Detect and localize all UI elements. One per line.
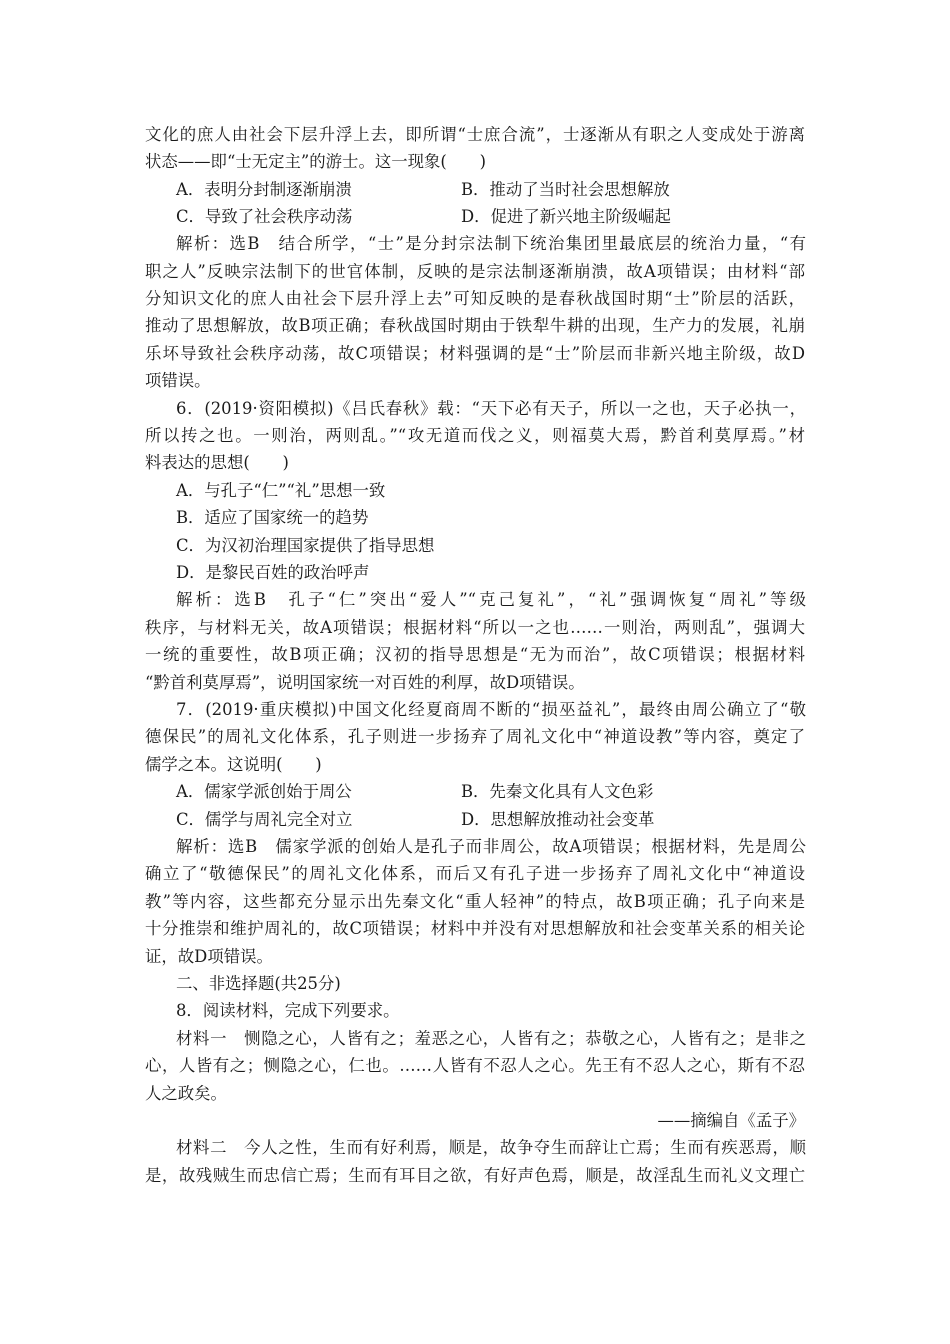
- q7-analysis-line: 教”等内容，这些都充分显示出先秦文化“重人轻神”的特点，故B项正确；孔子向来是: [145, 892, 805, 911]
- q6-stem-line: 所以抟之也。一则治，两则乱。”“攻无道而伐之义，则福莫大焉，黔首利莫厚焉。”材: [145, 426, 805, 445]
- q5-option-d: D．促进了新兴地主阶级崛起: [461, 207, 671, 226]
- q7-option-a: A．儒家学派创始于周公: [176, 782, 352, 801]
- q6-option-b: B．适应了国家统一的趋势: [176, 508, 369, 527]
- q5-analysis-line: 分知识文化的庶人由社会下层升浮上去”可知反映的是春秋战国时期“士”阶层的活跃，: [145, 289, 805, 308]
- q8-material1-line: 心，人皆有之；恻隐之心，仁也。……人皆有不忍人之心。先王有不忍人之心，斯有不忍: [145, 1056, 805, 1075]
- q5-analysis-line: 职之人”反映宗法制下的世官体制，反映的是宗法制逐渐崩溃，故A项错误；由材料“部: [145, 262, 805, 281]
- q6-option-a: A．与孔子“仁”“礼”思想一致: [176, 481, 386, 500]
- q7-option-d: D．思想解放推动社会变革: [461, 810, 655, 829]
- q6-analysis-line: 一统的重要性，故B项正确；汉初的指导思想是“无为而治”，故C项错误；根据材料: [145, 645, 805, 664]
- q6-option-d: D．是黎民百姓的政治呼声: [176, 563, 370, 582]
- q6-analysis-line: 秩序，与材料无关，故A项错误；根据材料“所以一之也……一则治，两则乱”，强调大: [145, 618, 805, 637]
- q6-option-c: C．为汉初治理国家提供了指导思想: [176, 536, 435, 555]
- q5-option-c: C．导致了社会秩序动荡: [176, 207, 353, 226]
- q6-analysis-line: 解析：选B 孔子“仁”突出“爱人”“克己复礼”，“礼”强调恢复“周礼”等级: [176, 590, 806, 609]
- q7-stem-line: 7．(2019·重庆模拟)中国文化经夏商周不断的“损巫益礼”，最终由周公确立了“敬: [176, 700, 806, 719]
- q8-material2-line: 是，故残贼生而忠信亡焉；生而有耳目之欲，有好声色焉，顺是，故淫乱生而礼义文理亡: [145, 1166, 805, 1185]
- q5-analysis-line: 乐坏导致社会秩序动荡，故C项错误；材料强调的是“士”阶层而非新兴地主阶级，故D: [145, 344, 805, 363]
- q7-analysis-line: 证，故D项错误。: [145, 947, 273, 966]
- q7-analysis-line: 十分推崇和维护周礼的，故C项错误；材料中并没有对思想解放和社会变革关系的相关论: [145, 919, 805, 938]
- q5-analysis-line: 解析：选B 结合所学，“士”是分封宗法制下统治集团里最底层的统治力量，“有: [176, 234, 806, 253]
- q7-option-b: B．先秦文化具有人文色彩: [461, 782, 654, 801]
- q5-option-b: B．推动了当时社会思想解放: [461, 180, 670, 199]
- q5-analysis-line: 项错误。: [145, 371, 211, 390]
- q8-material1-line: 人之政矣。: [145, 1084, 227, 1103]
- section-heading: 二、非选择题(共25分): [176, 974, 341, 993]
- q7-stem-line: 德保民”的周礼文化体系，孔子则进一步扬弃了周礼文化中“神道设教”等内容，奠定了: [145, 727, 805, 746]
- q5-analysis-line: 推动了思想解放，故B项正确；春秋战国时期由于铁犁牛耕的出现，生产力的发展，礼崩: [145, 316, 805, 335]
- q5-stem-line: 状态——即“士无定主”的游士。这一现象( ): [145, 152, 486, 171]
- q7-analysis-line: 确立了“敬德保民”的周礼文化体系，而后又有孔子进一步扬弃了周礼文化中“神道设: [145, 864, 805, 883]
- q7-stem-line: 儒学之本。这说明( ): [145, 755, 322, 774]
- q6-analysis-line: “黔首利莫厚焉”，说明国家统一对百姓的利厚，故D项错误。: [145, 673, 585, 692]
- q7-option-c: C．儒学与周礼完全对立: [176, 810, 353, 829]
- q8-source1: ——摘编自《孟子》: [657, 1111, 805, 1130]
- q8-material1-line: 材料一 恻隐之心，人皆有之；羞恶之心，人皆有之；恭敬之心，人皆有之；是非之: [176, 1029, 806, 1048]
- q6-stem-line: 料表达的思想( ): [145, 453, 289, 472]
- q6-stem-line: 6．(2019·资阳模拟)《吕氏春秋》载：“天下必有天子，所以一之也，天子必执一，: [176, 399, 806, 418]
- q5-stem-line: 文化的庶人由社会下层升浮上去，即所谓“士庶合流”，士逐渐从有职之人变成处于游离: [145, 125, 805, 144]
- q5-option-a: A．表明分封制逐渐崩溃: [176, 180, 352, 199]
- q7-analysis-line: 解析：选B 儒家学派的创始人是孔子而非周公，故A项错误；根据材料，先是周公: [176, 837, 806, 856]
- q8-stem: 8．阅读材料，完成下列要求。: [176, 1001, 400, 1020]
- q8-material2-line: 材料二 今人之性，生而有好利焉，顺是，故争夺生而辞让亡焉；生而有疾恶焉，顺: [176, 1138, 806, 1157]
